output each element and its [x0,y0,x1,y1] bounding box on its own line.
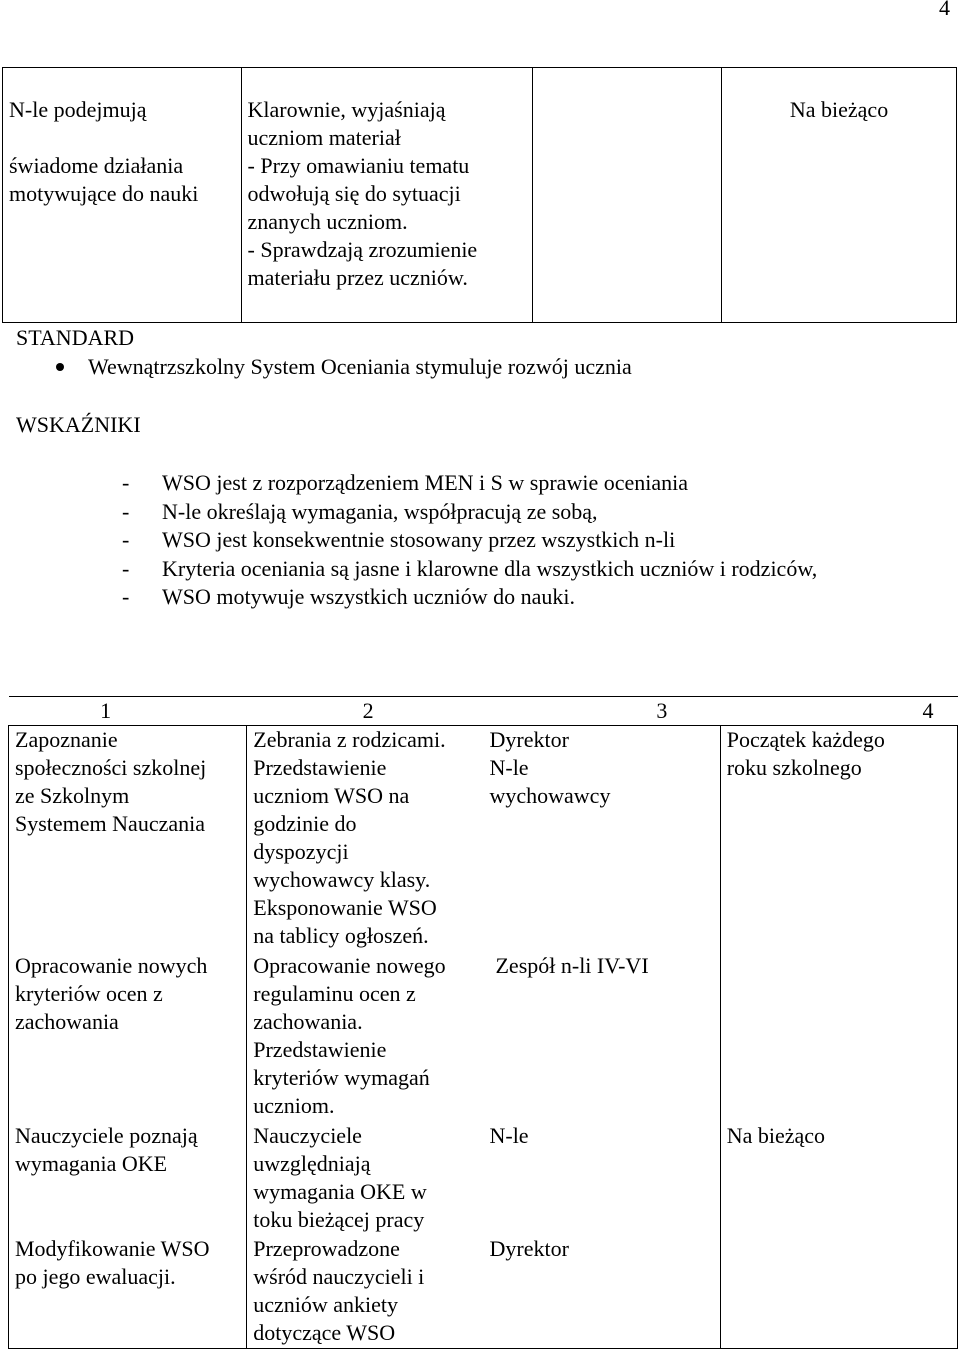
cell-line: Klarownie, wyjaśniają [247,97,446,122]
method-cell [247,1122,484,1235]
plan-table [8,696,958,1349]
cell-line: N-le [489,1123,529,1148]
top-cell-4 [722,68,957,323]
list-item: - N-le określają wymagania, współpracują ze sobą, [122,498,598,524]
cell-line: Przeprowadzone [253,1236,400,1261]
cell-line: - Przy omawianiu tematu [247,153,470,178]
cell-line: ze Szkolnym [15,783,130,808]
cell-line: po jego ewaluacji. [15,1264,176,1289]
cell-line: zachowania [15,1009,119,1034]
cell-line: uczniom. [253,1093,335,1118]
cell-line: Systemem Nauczania [15,811,205,836]
cell-line: godzinie do [253,811,357,836]
table-row [9,726,958,953]
page-number: 4 [939,0,950,20]
cell-line: uczniom WSO na [253,783,410,808]
standard-text: Wewnątrzszkolny System Oceniania stymuluje rozwój ucznia [88,354,632,379]
cell-line: społeczności szkolnej [15,755,207,780]
standard-bullet [56,353,632,381]
table-row [3,68,957,323]
cell-line: N-le podejmują [9,97,147,122]
method-cell [247,1235,484,1349]
cell-line: uczniów ankiety [253,1292,399,1317]
top-cell-1 [3,68,242,323]
standard-heading: STANDARD [16,325,135,350]
column-number-row [9,697,958,726]
method-cell [247,952,484,1122]
deadline-cell [720,1122,957,1235]
list-item: - WSO motywuje wszystkich uczniów do nauki. [122,584,576,609]
responsible-cell [483,1235,720,1349]
top-cell-3 [532,68,722,323]
deadline-cell [720,726,957,953]
method-cell [247,726,484,953]
list-item: - WSO jest konsekwentnie stosowany przez wszystkich n-li [122,527,676,552]
table-row [9,952,958,1122]
cell-line: roku szkolnego [726,755,862,780]
indicator-text: WSO jest z rozporządzeniem MEN i S w sprawie oceniania [162,470,688,495]
table-row [9,1122,958,1235]
indicator-text: N-le określają wymagania, współpracują ze sobą, [162,498,598,524]
cell-line: Nauczyciele [253,1123,362,1148]
cell-line: Początek każdego [726,727,885,752]
list-item: - Kryteria oceniania są jasne i klarowne dla wszystkich uczniów i rodziców, [122,555,818,581]
cell-line: Modyfikowanie WSO [15,1236,210,1261]
cell-line: Dyrektor [489,727,569,752]
task-cell [9,1122,247,1235]
cell-line: Dyrektor [489,1236,569,1261]
cell-line: Eksponowanie WSO [253,895,437,920]
cell-line: Opracowanie nowych [15,953,208,978]
column-number: 4 [720,697,957,726]
cell-line: Przedstawienie [253,755,387,780]
cell-line: dyspozycji [253,839,349,864]
cell-line: Na bieżąco [726,1123,826,1148]
task-cell [9,726,247,953]
responsible-cell [483,952,720,1122]
indicators-heading: WSKAŹNIKI [16,412,141,437]
responsible-cell [483,1122,720,1235]
column-number: 1 [9,697,247,726]
cell-line: Nauczyciele poznają [15,1123,198,1148]
deadline-cell [720,952,957,1122]
column-number: 3 [483,697,720,726]
cell-line: wychowawcy [489,783,611,808]
cell-line: na tablicy ogłoszeń. [253,923,429,948]
cell-line: wymagania OKE [15,1151,168,1176]
cell-line: odwołują się do sytuacji [247,181,461,206]
table-row [9,1235,958,1349]
cell-line: toku bieżącej pracy [253,1207,425,1232]
cell-line: uczniom materiał [247,125,401,150]
deadline-cell [720,1235,957,1349]
cell-line: Zebrania z rodzicami. [253,727,446,752]
cell-line: Na bieżąco [789,97,889,122]
indicators-list [122,469,817,612]
top-cell-2 [241,68,532,323]
cell-line: N-le [489,755,529,780]
cell-line: regulaminu ocen z [253,981,416,1006]
cell-line: zachowania. [253,1009,363,1034]
list-item: - WSO jest z rozporządzeniem MEN i S w sprawie oceniania [122,470,688,495]
cell-line: dotyczące WSO [253,1320,396,1345]
cell-line: - Sprawdzają zrozumienie [247,237,478,262]
bullet-icon [56,363,64,371]
cell-line: motywujące do nauki [9,181,199,206]
cell-line: Zespół n-li IV-VI [495,953,649,978]
column-number: 2 [247,697,484,726]
cell-line: znanych uczniom. [247,209,408,234]
cell-line: wymagania OKE w [253,1179,427,1204]
task-cell [9,1235,247,1349]
indicator-text: Kryteria oceniania są jasne i klarowne dla wszystkich uczniów i rodziców, [162,555,818,581]
cell-line: wychowawcy klasy. [253,867,431,892]
task-cell [9,952,247,1122]
cell-line: Przedstawienie [253,1037,387,1062]
cell-line: kryteriów wymagań [253,1065,430,1090]
indicator-text: WSO jest konsekwentnie stosowany przez wszystkich n-li [162,527,676,552]
cell-line: materiału przez uczniów. [247,265,468,290]
indicator-text: WSO motywuje wszystkich uczniów do nauki. [162,584,576,609]
cell-line: uwzględniają [253,1151,371,1176]
cell-line: świadome działania [9,153,184,178]
cell-line: kryteriów ocen z [15,981,163,1006]
cell-line: wśród nauczycieli i [253,1264,425,1289]
cell-line: Opracowanie nowego [253,953,446,978]
responsible-cell [483,726,720,953]
cell-line: Zapoznanie [15,727,118,752]
top-table [2,67,957,323]
